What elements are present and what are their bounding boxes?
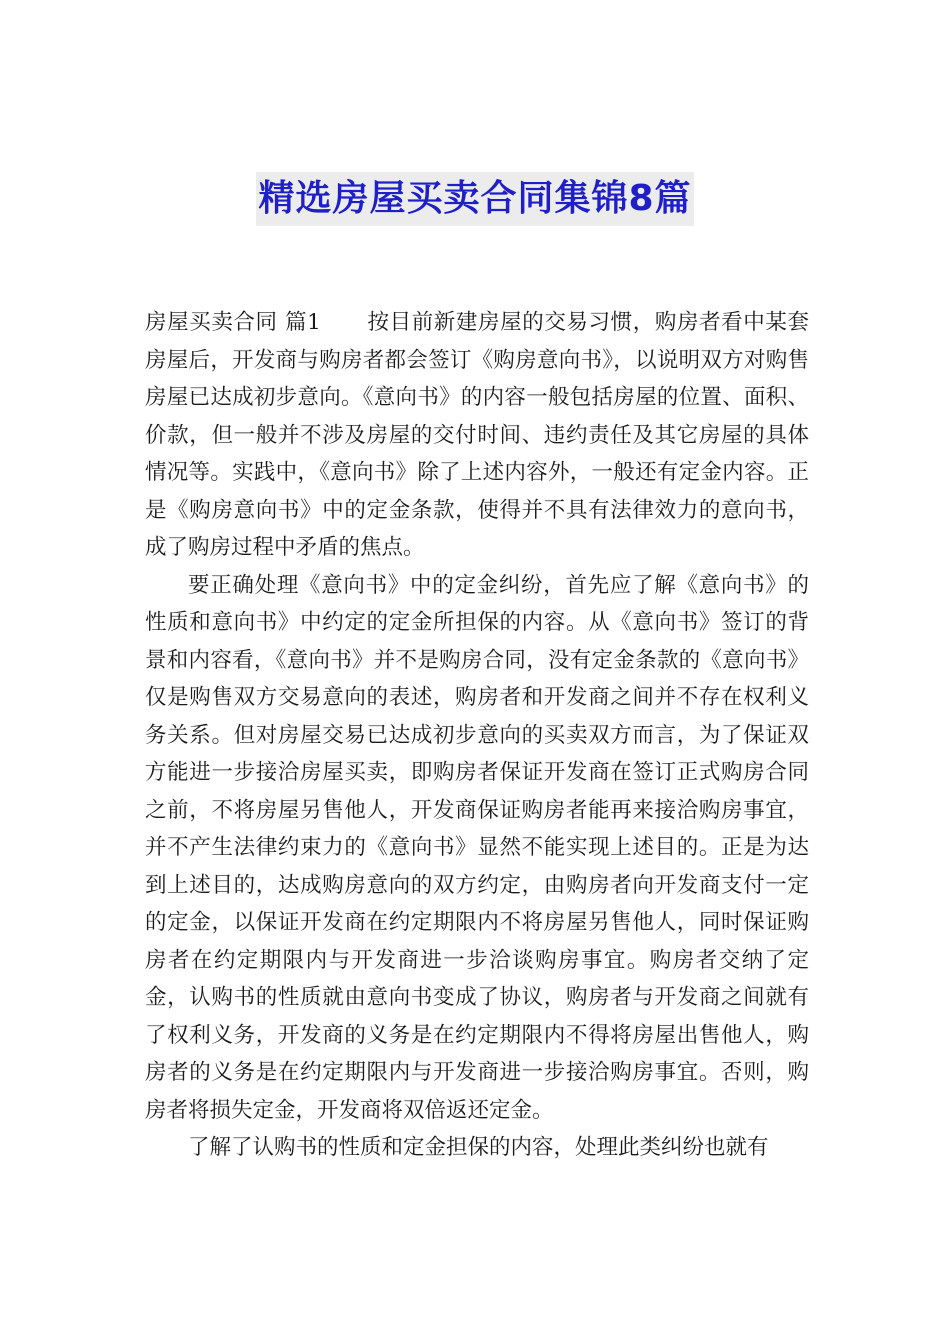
document-title: 精选房屋买卖合同集锦8篇 (256, 172, 693, 226)
paragraph-3: 了解了认购书的性质和定金担保的内容，处理此类纠纷也就有 (188, 1135, 769, 1160)
paragraph-1-text: 按目前新建房屋的交易习惯，购房者看中某套房屋后，开发商与购房者都会签订《购房意向书》，以说明双方对购售房屋已达成初步意向。《意向书》的内容一般包括房屋的位置、面积、价款，但一般并不涉及房屋的交付时间、违约责任及其它房屋的具体情况等。实践中，《意向书》除了上述内容外，一般还有定金内容。正是《购房意向书》中的定金条款，使得并不具有法律效力的意向书，成了购房过程中矛盾的焦点。 (145, 310, 809, 560)
document-body (145, 304, 809, 1167)
paragraph-2: 要正确处理《意向书》中的定金纠纷，首先应了解《意向书》的性质和意向书》中约定的定金所担保的内容。从《意向书》签订的背景和内容看，《意向书》并不是购房合同，没有定金条款的《意向书》仅是购售双方交易意向的表述，购房者和开发商之间并不存在权利义务关系。但对房屋交易已达成初步意向的买卖双方而言，为了保证双方能进一步接洽房屋买卖，即购房者保证开发商在签订正式购房合同之前，不将房屋另售他人，开发商保证购房者能再来接洽购房事宜，并不产生法律约束力的《意向书》显然不能实现上述目的。正是为达到上述目的，达成购房意向的双方约定，由购房者向开发商支付一定的定金，以保证开发商在约定期限内不将房屋另售他人，同时保证购房者在约定期限内与开发商进一步洽谈购房事宜。购房者交纳了定金，认购书的性质就由意向书变成了协议，购房者与开发商之间就有了权利义务，开发商的义务是在约定期限内不得将房屋出售他人，购房者的义务是在约定期限内与开发商进一步接洽购房事宜。否则，购房者将损失定金，开发商将双倍返还定金。 (145, 572, 809, 1123)
paragraph-1 (145, 304, 809, 567)
section-label: 房屋买卖合同 篇1 (145, 310, 321, 335)
title-container (0, 172, 950, 226)
